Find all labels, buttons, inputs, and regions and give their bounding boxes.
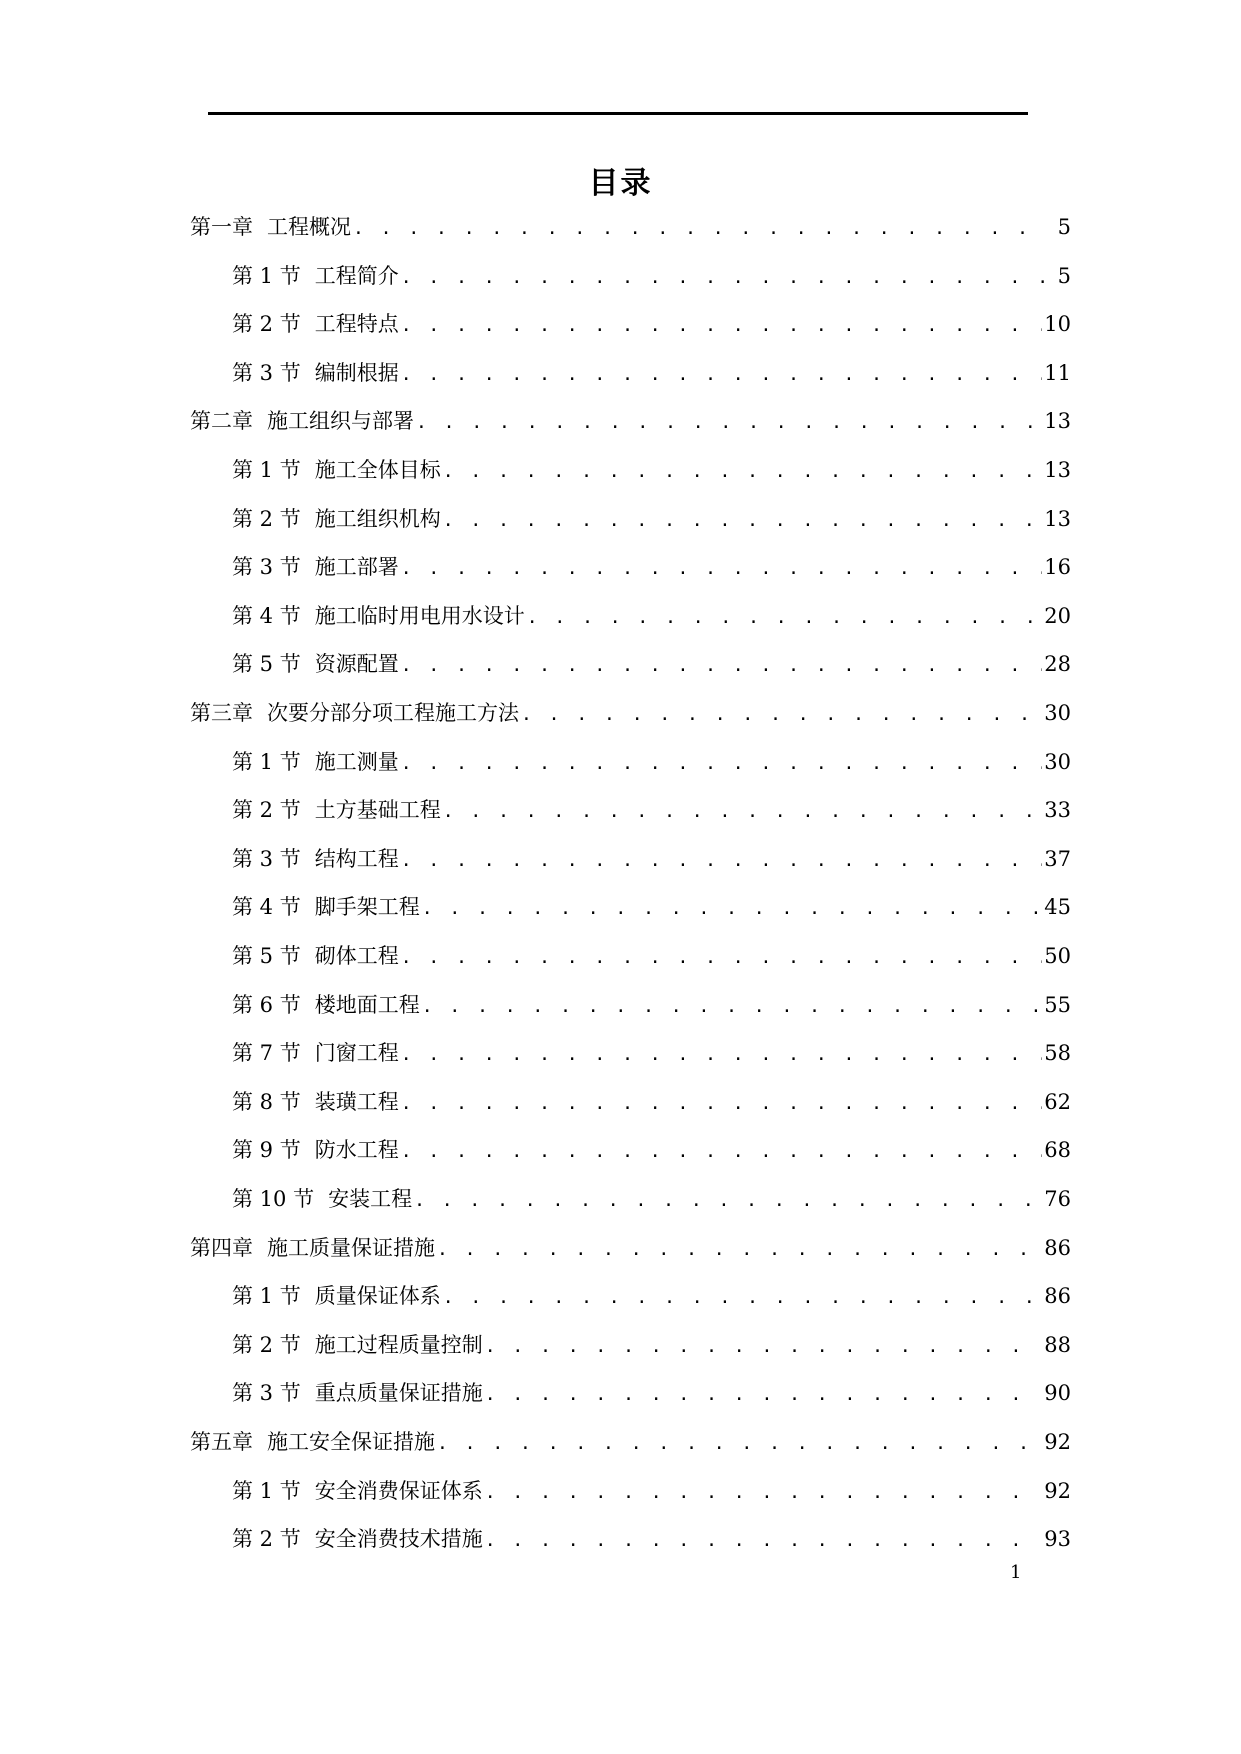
toc-entry-label: [232, 356, 399, 390]
toc-section-entry[interactable]: [232, 356, 1071, 390]
toc-entry-title: 工程概况: [267, 215, 351, 239]
toc-section-entry[interactable]: [232, 745, 1071, 779]
toc-entry-label: [232, 259, 399, 293]
toc-entry-label: [190, 1425, 435, 1459]
toc-section-entry[interactable]: [232, 1279, 1071, 1313]
toc-entry-title: 施工组织与部署: [267, 409, 414, 434]
toc-entry-number: 第 4 节: [232, 895, 301, 920]
toc-entry-page: 92: [1044, 1430, 1071, 1454]
toc-entry-number: 第 7 节: [232, 1041, 301, 1066]
toc-section-entry[interactable]: [232, 259, 1071, 293]
toc-entry-label: [232, 1133, 399, 1167]
toc-section-entry[interactable]: [232, 1474, 1071, 1508]
toc-entry-page: 30: [1044, 701, 1071, 725]
toc-entry-title: 门窗工程: [314, 1041, 399, 1066]
toc-entry-title: 施工临时用电用水设计: [314, 603, 525, 628]
toc-entry-number: 第 3 节: [232, 360, 301, 385]
toc-dot-leader: [401, 747, 1043, 781]
toc-entry-title: 防水工程: [314, 1138, 399, 1163]
toc-entry-label: [232, 1182, 412, 1216]
toc-entry-page: 11: [1044, 360, 1071, 385]
toc-entry-title: 土方基础工程: [314, 798, 441, 823]
toc-entry-title: 资源配置: [314, 652, 399, 677]
toc-entry-page: 86: [1044, 1235, 1071, 1260]
toc-entry-number: 第五章: [190, 1430, 253, 1454]
toc-entry-page: 92: [1044, 1478, 1071, 1503]
toc-entry-title: 砌体工程: [314, 944, 399, 968]
toc-entry-label: [232, 453, 441, 487]
toc-dot-leader: [485, 1476, 1043, 1510]
toc-entry-number: 第 1 节: [232, 749, 301, 774]
toc-section-entry[interactable]: [232, 1036, 1071, 1070]
toc-dot-leader: [401, 358, 1043, 392]
toc-entry-number: 第 1 节: [232, 458, 301, 482]
toc-entry-number: 第三章: [190, 701, 253, 725]
toc-entry-number: 第 3 节: [232, 555, 301, 580]
toc-entry-page: 55: [1044, 992, 1071, 1017]
toc-entry-page: 5: [1057, 263, 1071, 288]
toc-entry-title: 施工组织机构: [314, 506, 441, 531]
toc-dot-leader: [437, 1233, 1042, 1267]
toc-entry-title: 次要分部分项工程施工方法: [267, 701, 519, 725]
toc-entry-title: 质量保证体系: [314, 1284, 441, 1309]
toc-entry-label: [232, 842, 399, 876]
toc-dot-leader: [437, 1427, 1042, 1461]
toc-section-entry[interactable]: [232, 793, 1071, 827]
toc-section-entry[interactable]: [232, 1085, 1071, 1119]
toc-entry-title: 安装工程: [328, 1187, 413, 1211]
toc-entry-page: 30: [1044, 749, 1071, 774]
toc-dot-leader: [443, 455, 1043, 489]
toc-entry-label: [190, 1231, 435, 1265]
toc-entry-title: 安全消费技术措施: [314, 1527, 483, 1552]
toc-entry-label: [190, 696, 519, 730]
toc-section-entry[interactable]: [232, 988, 1071, 1022]
toc-section-entry[interactable]: [232, 1522, 1071, 1556]
toc-entry-label: [232, 1474, 483, 1508]
toc-section-entry[interactable]: [232, 842, 1071, 876]
toc-section-entry[interactable]: [232, 1133, 1071, 1167]
toc-dot-leader: [485, 1330, 1043, 1364]
toc-entry-title: 装璜工程: [314, 1089, 399, 1114]
toc-entry-label: [232, 307, 399, 341]
toc-section-entry[interactable]: [232, 550, 1071, 584]
toc-entry-page: 50: [1044, 944, 1071, 968]
toc-entry-label: [232, 599, 525, 633]
toc-entry-title: 工程特点: [314, 312, 399, 337]
toc-entry-label: [232, 502, 441, 536]
toc-dot-leader: [521, 698, 1042, 732]
toc-entry-number: 第 2 节: [232, 312, 301, 337]
toc-entry-number: 第 5 节: [232, 944, 301, 968]
toc-entry-number: 第 1 节: [232, 1284, 301, 1309]
toc-entry-number: 第 10 节: [232, 1187, 315, 1211]
toc-entry-page: 90: [1044, 1381, 1071, 1406]
header-rule: [208, 112, 1028, 115]
toc-entry-page: 13: [1044, 458, 1071, 482]
toc-section-entry[interactable]: [232, 453, 1071, 487]
toc-entry-title: 施工全体目标: [314, 458, 441, 482]
toc-entry-page: 13: [1044, 506, 1071, 531]
toc-dot-leader: [422, 990, 1043, 1024]
toc-entry-label: [232, 988, 420, 1022]
toc-entry-label: [232, 1279, 441, 1313]
toc-entry-number: 第 2 节: [232, 798, 301, 823]
toc-entry-label: [190, 404, 414, 438]
toc-entry-page: 28: [1044, 652, 1071, 677]
toc-entry-number: 第一章: [190, 215, 253, 239]
toc-entry-number: 第 8 节: [232, 1089, 301, 1114]
toc-entry-title: 施工质量保证措施: [267, 1235, 435, 1260]
toc-entry-label: [232, 550, 399, 584]
toc-dot-leader: [401, 261, 1045, 295]
toc-entry-page: 16: [1044, 555, 1071, 580]
toc-entry-number: 第 1 节: [232, 1478, 301, 1503]
toc-entry-label: [190, 210, 351, 244]
toc-entry-number: 第 6 节: [232, 992, 301, 1017]
toc-dot-leader: [527, 601, 1043, 635]
toc-chapter-entry[interactable]: [190, 404, 1071, 438]
toc-section-entry[interactable]: [232, 502, 1071, 536]
toc-entry-label: [232, 939, 399, 973]
toc-entry-title: 施工部署: [314, 555, 399, 580]
toc-chapter-entry[interactable]: [190, 1231, 1071, 1265]
toc-entry-page: 37: [1044, 846, 1071, 871]
toc-dot-leader: [401, 649, 1043, 683]
toc-dot-leader: [443, 1281, 1043, 1315]
toc-entry-label: [232, 1522, 483, 1556]
toc-entry-label: [232, 1036, 399, 1070]
toc-section-entry[interactable]: [232, 1328, 1071, 1362]
toc-entry-number: 第 2 节: [232, 1527, 301, 1552]
toc-entry-page: 13: [1044, 409, 1071, 434]
toc-dot-leader: [416, 406, 1042, 440]
toc-entry-title: 工程简介: [314, 263, 399, 288]
toc-entry-page: 62: [1044, 1089, 1071, 1114]
toc-entry-number: 第 3 节: [232, 1381, 301, 1406]
toc-section-entry[interactable]: [232, 647, 1071, 681]
toc-dot-leader: [485, 1524, 1043, 1558]
toc-dot-leader: [443, 504, 1043, 538]
toc-entry-number: 第 9 节: [232, 1138, 301, 1163]
toc-entry-label: [232, 793, 441, 827]
toc-entry-title: 安全消费保证体系: [314, 1478, 483, 1503]
toc-entry-page: 93: [1044, 1527, 1071, 1552]
page-number: 1: [1010, 1562, 1022, 1583]
toc-dot-leader: [401, 844, 1043, 878]
toc-entry-number: 第二章: [190, 409, 253, 434]
toc-entry-page: 86: [1044, 1284, 1071, 1309]
toc-entry-number: 第 4 节: [232, 603, 301, 628]
toc-entry-title: 结构工程: [314, 846, 399, 871]
toc-entry-page: 68: [1044, 1138, 1071, 1163]
toc-section-entry[interactable]: [232, 1182, 1071, 1216]
toc-entry-number: 第 1 节: [232, 263, 301, 288]
toc-entry-page: 45: [1044, 895, 1071, 920]
toc-chapter-entry[interactable]: [190, 210, 1071, 244]
toc-dot-leader: [485, 1378, 1043, 1412]
toc-entry-title: 施工过程质量控制: [314, 1332, 483, 1357]
toc-chapter-entry[interactable]: [190, 696, 1071, 730]
toc-dot-leader: [401, 1135, 1043, 1169]
toc-entry-title: 施工安全保证措施: [267, 1430, 435, 1454]
toc-entry-label: [232, 647, 399, 681]
toc-dot-leader: [401, 309, 1043, 343]
toc-entry-page: 5: [1057, 215, 1071, 239]
toc-entry-page: 76: [1044, 1187, 1071, 1211]
toc-section-entry[interactable]: [232, 599, 1071, 633]
toc-entry-title: 楼地面工程: [314, 992, 420, 1017]
toc-entry-page: 20: [1044, 603, 1071, 628]
toc-chapter-entry[interactable]: [190, 1425, 1071, 1459]
toc-dot-leader: [443, 795, 1043, 829]
toc-entry-number: 第 5 节: [232, 652, 301, 677]
toc-dot-leader: [401, 941, 1043, 975]
toc-dot-leader: [353, 212, 1045, 246]
toc-entry-label: [232, 1328, 483, 1362]
toc-entry-title: 施工测量: [314, 749, 399, 774]
toc-entry-number: 第 2 节: [232, 1332, 301, 1357]
toc-dot-leader: [414, 1184, 1042, 1218]
toc-entry-label: [232, 890, 420, 924]
toc-entry-page: 33: [1044, 798, 1071, 823]
toc-entry-page: 10: [1044, 312, 1071, 337]
toc-dot-leader: [401, 552, 1043, 586]
toc-section-entry[interactable]: [232, 1376, 1071, 1410]
toc-entry-title: 脚手架工程: [314, 895, 420, 920]
toc-entry-title: 重点质量保证措施: [314, 1381, 483, 1406]
toc-entry-number: 第 2 节: [232, 506, 301, 531]
toc-entry-label: [232, 745, 399, 779]
toc-section-entry[interactable]: [232, 939, 1071, 973]
toc-entry-page: 58: [1044, 1041, 1071, 1066]
toc-entry-number: 第四章: [190, 1235, 253, 1260]
toc-entry-number: 第 3 节: [232, 846, 301, 871]
toc-entry-label: [232, 1085, 399, 1119]
page-title: 目录: [588, 166, 653, 201]
toc-dot-leader: [401, 1087, 1043, 1121]
toc-dot-leader: [422, 892, 1043, 926]
toc-dot-leader: [401, 1038, 1043, 1072]
toc-entry-label: [232, 1376, 483, 1410]
toc-entry-page: 88: [1044, 1332, 1071, 1357]
toc-section-entry[interactable]: [232, 307, 1071, 341]
toc-section-entry[interactable]: [232, 890, 1071, 924]
toc-entry-title: 编制根据: [314, 360, 399, 385]
